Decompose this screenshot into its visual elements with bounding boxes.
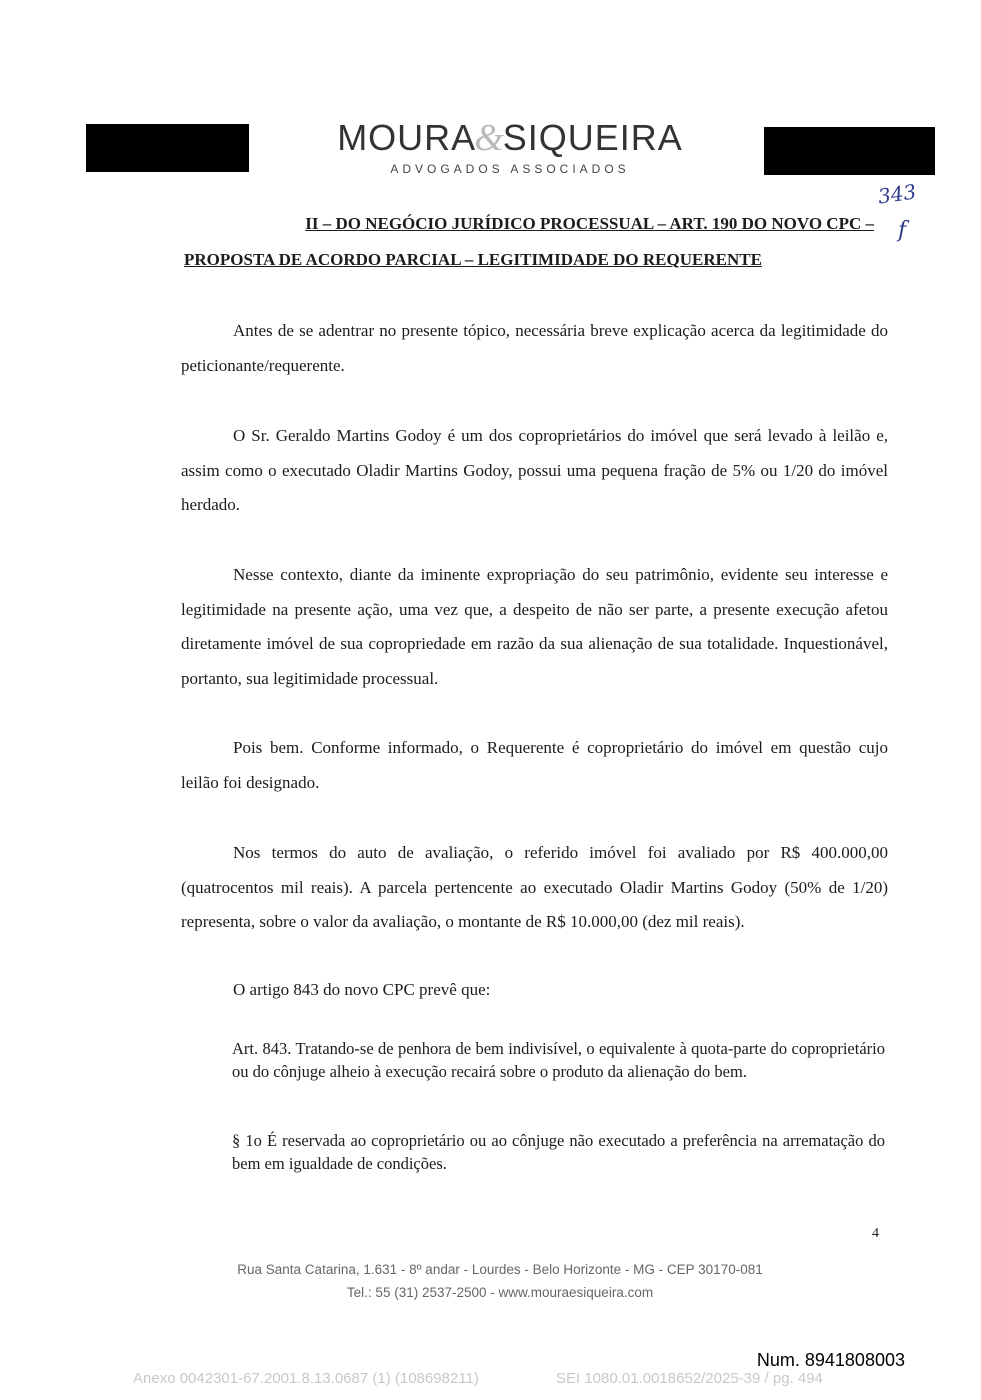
handwritten-page-number: 343 <box>876 179 918 209</box>
logo-subtitle: ADVOGADOS ASSOCIADOS <box>390 162 630 176</box>
logo-left: MOURA <box>337 117 477 158</box>
legal-quote-article: Art. 843. Tratando-se de penhora de bem indivisível, o equivalente à quota-parte do coproprietário ou do cônjuge alheio à execução recairá sobre o produto da alienação do bem. <box>232 1039 885 1081</box>
footer-contact: Tel.: 55 (31) 2537-2500 - www.mouraesiqueira.com <box>346 1285 654 1300</box>
footer-address: Rua Santa Catarina, 1.631 - 8º andar - Lourdes - Belo Horizonte - MG - CEP 30170-081 <box>237 1262 763 1277</box>
paragraph-4: Pois bem. Conforme informado, o Requerente é coproprietário do imóvel em questão cujo leilão foi designado. <box>181 738 888 792</box>
annex-reference: Anexo 0042301-67.2001.8.13.0687 (1) (108698211) <box>133 1370 479 1387</box>
sei-reference: SEI 1080.01.0018652/2025-39 / pg. 494 <box>556 1370 823 1387</box>
paragraph-3: Nesse contexto, diante da iminente expropriação do seu patrimônio, evidente seu interesse e legitimidade na presente ação, uma vez que, a despeito de não ser parte, a presente execução afetou diretamente imóvel de sua copropriedade em razão da sua alienação de sua totalidade. Inquestionável, portanto, sua legitimidade processual. <box>181 565 888 688</box>
redacted-block-left <box>86 124 249 172</box>
logo-right: SIQUEIRA <box>502 117 683 158</box>
section-heading-line-2: PROPOSTA DE ACORDO PARCIAL – LEGITIMIDADE DO REQUERENTE <box>184 250 762 269</box>
section-heading-line-1: II – DO NEGÓCIO JURÍDICO PROCESSUAL – ART. 190 DO NOVO CPC – <box>305 214 874 233</box>
paragraph-2: O Sr. Geraldo Martins Godoy é um dos coproprietários do imóvel que será levado à leilão e, assim como o executado Oladir Martins Godoy, possui uma pequena fração de 5% ou 1/20 do imóvel herdado. <box>181 426 888 514</box>
paragraph-6: O artigo 843 do novo CPC prevê que: <box>233 980 491 999</box>
legal-quote-paragraph: § 1o É reservada ao coproprietário ou ao cônjuge não executado a preferência na arrematação do bem em igualdade de condições. <box>232 1131 885 1173</box>
paragraph-5: Nos termos do auto de avaliação, o referido imóvel foi avaliado por R$ 400.000,00 (quatrocentos mil reais). A parcela pertencente ao executado Oladir Martins Godoy (50% de 1/20) representa, sobre o valor da avaliação, o montante de R$ 10.000,00 (dez mil reais). <box>181 843 888 931</box>
paragraph-1: Antes de se adentrar no presente tópico, necessária breve explicação acerca da legitimidade do peticionante/requerente. <box>181 321 888 375</box>
handwritten-initial: f <box>898 218 907 243</box>
page-number: 4 <box>872 1226 879 1241</box>
logo-wordmark <box>300 116 720 160</box>
logo-ampersand: & <box>474 117 505 159</box>
redacted-block-right <box>764 127 935 175</box>
document-number: Num. 8941808003 <box>756 1350 905 1370</box>
firm-logo <box>300 116 720 176</box>
